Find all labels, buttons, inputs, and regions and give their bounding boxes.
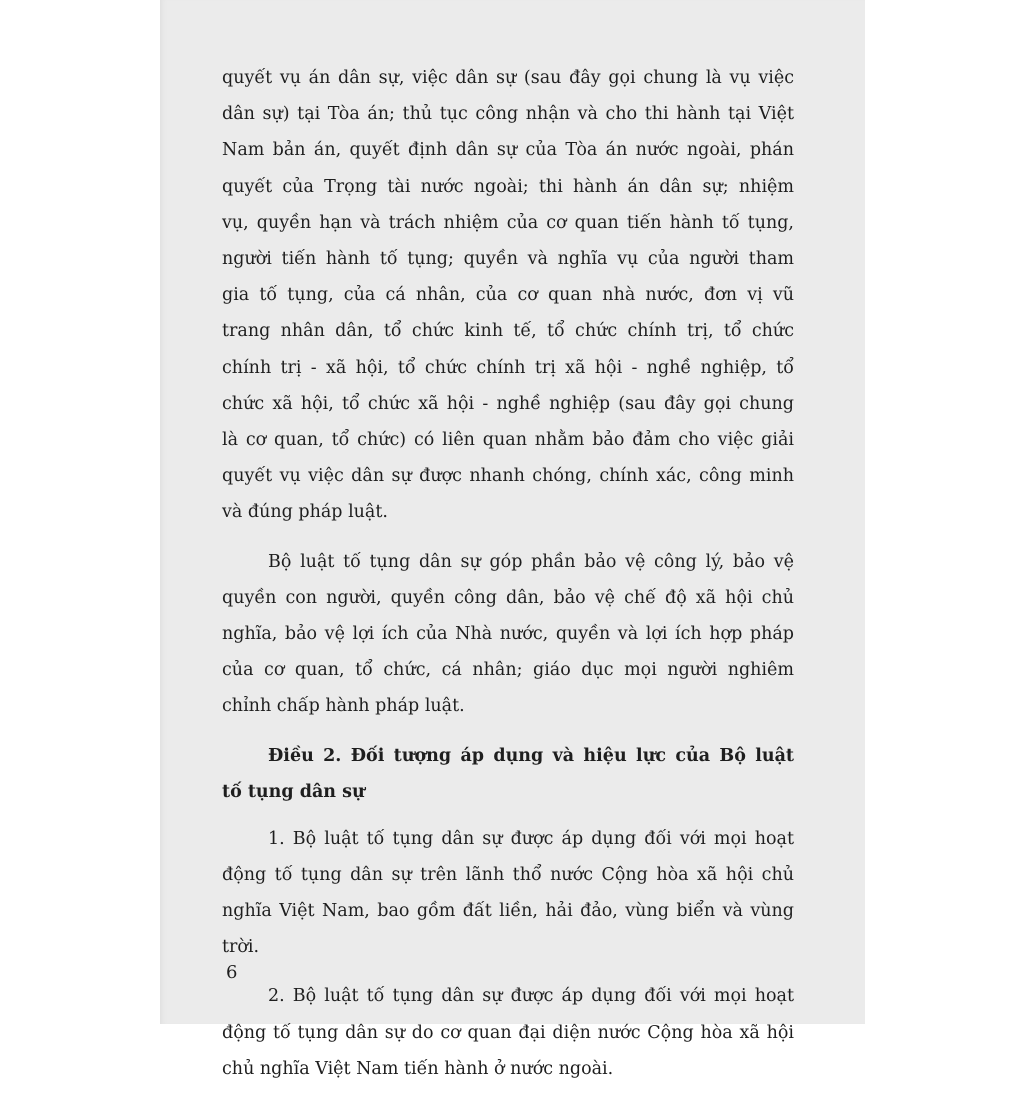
text-line: nghĩa Việt Nam, bao gồm đất liền, hải đảo, vùng biển và vùng <box>222 901 794 922</box>
heading-line: Điều 2. Đối tượng áp dụng và hiệu lực của Bộ luật <box>268 745 794 766</box>
paragraph-1 <box>222 60 794 531</box>
text-line: động tố tụng dân sự do cơ quan đại diện nước Cộng hòa xã hội <box>222 1022 794 1043</box>
text-line: quyết của Trọng tài nước ngoài; thi hành án dân sự; nhiệm <box>222 176 794 197</box>
clause-1 <box>222 821 794 966</box>
text-line: trời. <box>222 937 260 958</box>
text-line: Bộ luật tố tụng dân sự góp phần bảo vệ công lý, bảo vệ <box>268 551 794 572</box>
text-line: nghĩa, bảo vệ lợi ích của Nhà nước, quyền và lợi ích hợp pháp <box>222 624 794 645</box>
text-line: Nam bản án, quyết định dân sự của Tòa án nước ngoài, phán <box>222 140 794 161</box>
text-line: động tố tụng dân sự trên lãnh thổ nước Cộng hòa xã hội chủ <box>222 864 794 885</box>
text-line: chính trị - xã hội, tổ chức chính trị xã hội - nghề nghiệp, tổ <box>222 357 794 378</box>
text-line: vụ, quyền hạn và trách nhiệm của cơ quan tiến hành tố tụng, <box>222 212 794 233</box>
book-page <box>160 0 865 1079</box>
text-line: trang nhân dân, tổ chức kinh tế, tổ chức chính trị, tổ chức <box>222 321 794 342</box>
text-line: quyết vụ án dân sự, việc dân sự (sau đây gọi chung là vụ việc <box>222 68 794 88</box>
text-line: người tiến hành tố tụng; quyền và nghĩa vụ của người tham <box>222 249 794 270</box>
article-heading <box>222 738 794 810</box>
body-text <box>222 60 794 1100</box>
heading-line: tố tụng dân sự <box>222 781 365 802</box>
text-line: 1. Bộ luật tố tụng dân sự được áp dụng đối với mọi hoạt <box>268 828 794 849</box>
text-line: là cơ quan, tổ chức) có liên quan nhằm bảo đảm cho việc giải <box>222 430 794 451</box>
text-line: 2. Bộ luật tố tụng dân sự được áp dụng đối với mọi hoạt <box>268 986 794 1007</box>
paragraph-2 <box>222 544 794 725</box>
text-line: chức xã hội, tổ chức xã hội - nghề nghiệp (sau đây gọi chung <box>222 393 794 414</box>
text-line: gia tố tụng, của cá nhân, của cơ quan nhà nước, đơn vị vũ <box>222 285 794 306</box>
text-line: chủ nghĩa Việt Nam tiến hành ở nước ngoài. <box>222 1058 614 1079</box>
text-line: của cơ quan, tổ chức, cá nhân; giáo dục mọi người nghiêm <box>222 660 794 681</box>
text-line: quyết vụ việc dân sự được nhanh chóng, chính xác, công minh <box>222 466 794 487</box>
text-line: dân sự) tại Tòa án; thủ tục công nhận và cho thi hành tại Việt <box>222 104 794 125</box>
text-line: quyền con người, quyền công dân, bảo vệ chế độ xã hội chủ <box>222 587 794 608</box>
clause-2 <box>222 978 794 1087</box>
page-number: 6 <box>226 962 238 983</box>
text-line: và đúng pháp luật. <box>222 502 388 523</box>
text-line: chỉnh chấp hành pháp luật. <box>222 696 465 717</box>
